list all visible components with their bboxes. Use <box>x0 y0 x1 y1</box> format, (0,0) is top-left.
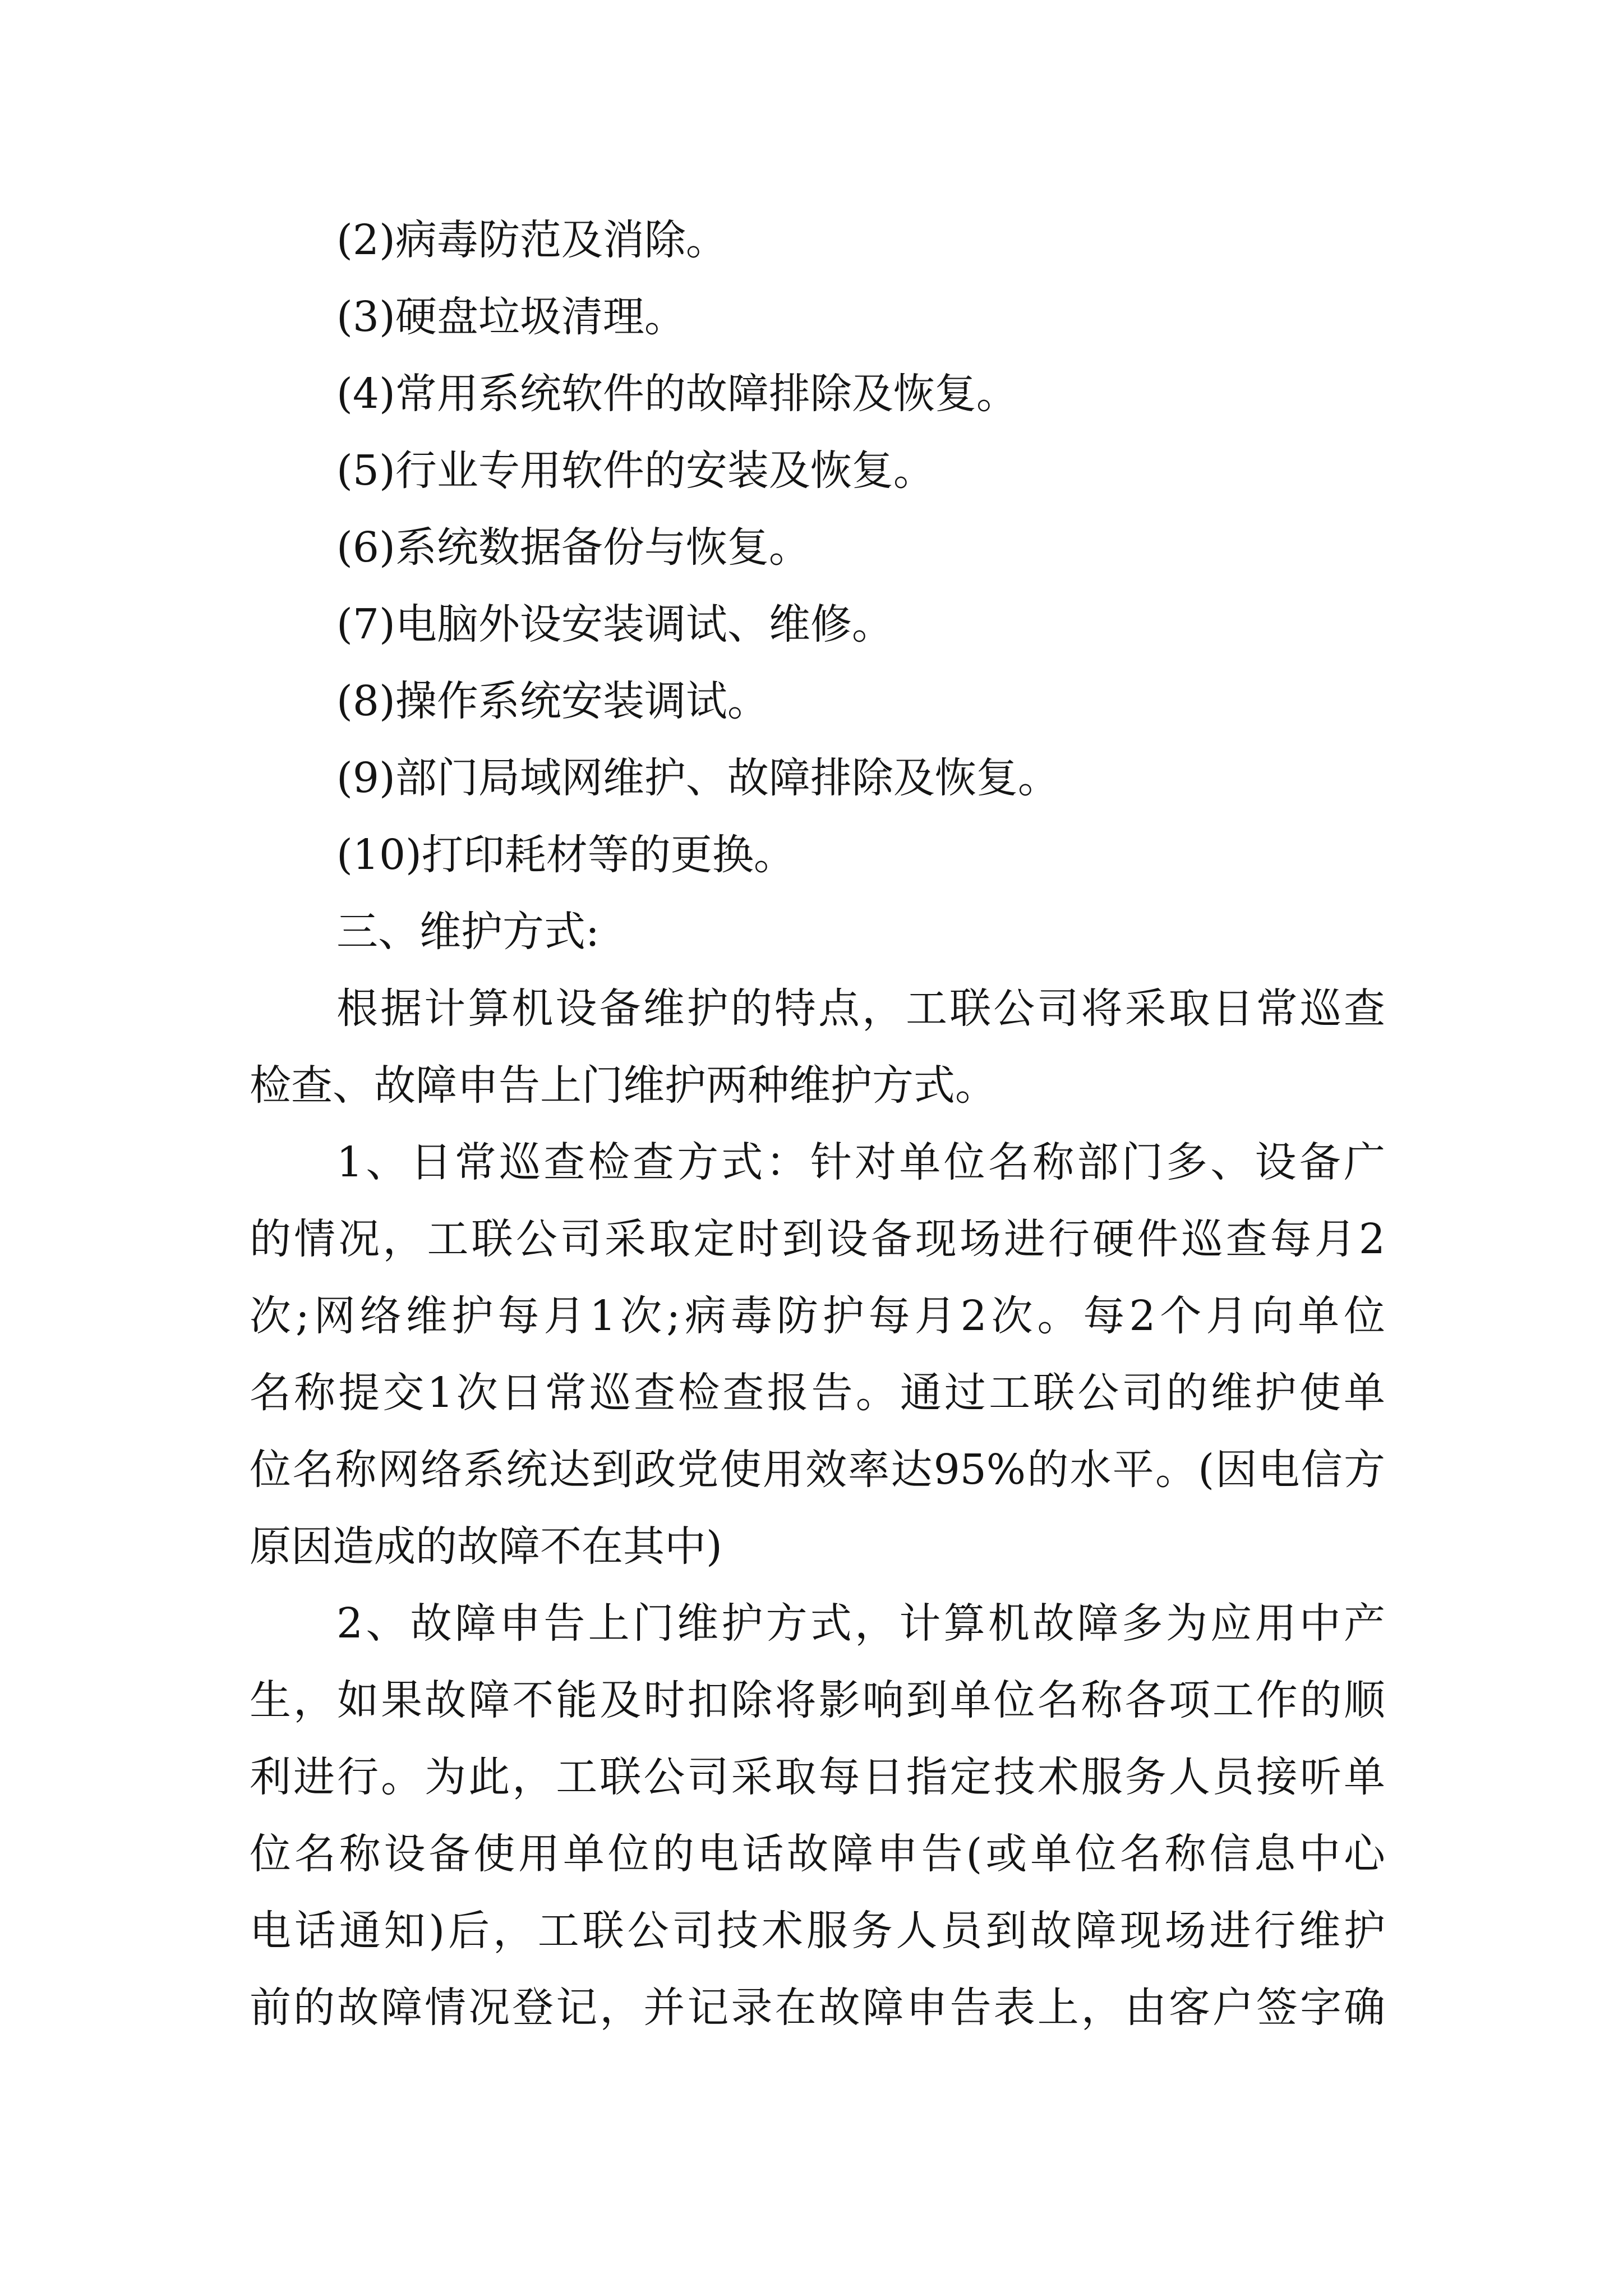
paragraph-line: 的情况，工联公司采取定时到设备现场进行硬件巡查每月2 <box>250 1215 1385 1263</box>
list-item-text: (8)操作系统安装调试。 <box>336 677 769 725</box>
paragraph-fault-report <box>250 1585 1385 2046</box>
paragraph-line: 检查、故障申告上门维护两种维护方式。 <box>250 1061 997 1110</box>
section-heading-text: 三、维护方式: <box>336 908 600 956</box>
paragraph-line: 根据计算机设备维护的特点，工联公司将采取日常巡查 <box>336 984 1385 1033</box>
document-body <box>250 202 1385 2046</box>
list-item <box>250 586 1385 663</box>
list-item <box>250 663 1385 740</box>
list-item <box>250 356 1385 432</box>
paragraph-line: 名称提交1次日常巡查检查报告。通过工联公司的维护使单 <box>250 1369 1385 1417</box>
list-item-text: (2)病毒防范及消除。 <box>336 216 727 264</box>
list-item <box>250 202 1385 279</box>
list-item-text: (9)部门局域网维护、故障排除及恢复。 <box>336 754 1059 802</box>
paragraph-daily-inspection <box>250 1124 1385 1585</box>
list-item <box>250 509 1385 586</box>
list-item <box>250 432 1385 509</box>
list-item <box>250 740 1385 817</box>
paragraph-line: 电话通知)后，工联公司技术服务人员到故障现场进行维护 <box>250 1907 1385 1955</box>
paragraph-line: 位名称网络系统达到政党使用效率达95%的水平。(因电信方 <box>250 1446 1385 1494</box>
paragraph-maintenance-intro <box>250 970 1385 1124</box>
list-item-text: (4)常用系统软件的故障排除及恢复。 <box>336 370 1018 418</box>
list-item-text: (7)电脑外设安装调试、维修。 <box>336 600 893 648</box>
list-item-text: (3)硬盘垃圾清理。 <box>336 293 686 341</box>
list-item-text: (10)打印耗材等的更换。 <box>336 831 795 879</box>
section-heading <box>250 894 1385 970</box>
list-item-text: (6)系统数据备份与恢复。 <box>336 523 810 572</box>
paragraph-line: 前的故障情况登记，并记录在故障申告表上，由客户签字确 <box>250 1984 1385 2032</box>
paragraph-line: 1、日常巡查检查方式：针对单位名称部门多、设备广 <box>336 1138 1385 1186</box>
paragraph-line: 利进行。为此，工联公司采取每日指定技术服务人员接听单 <box>250 1753 1385 1801</box>
paragraph-line: 原因造成的故障不在其中) <box>250 1522 722 1571</box>
paragraph-line: 生，如果故障不能及时扣除将影响到单位名称各项工作的顺 <box>250 1676 1385 1724</box>
paragraph-line: 2、故障申告上门维护方式，计算机故障多为应用中产 <box>336 1599 1385 1648</box>
paragraph-line: 次;网络维护每月1次;病毒防护每月2次。每2个月向单位 <box>250 1292 1385 1340</box>
paragraph-line: 位名称设备使用单位的电话故障申告(或单位名称信息中心 <box>250 1830 1385 1878</box>
list-item <box>250 817 1385 894</box>
list-item-text: (5)行业专用软件的安装及恢复。 <box>336 447 935 495</box>
list-item <box>250 279 1385 356</box>
